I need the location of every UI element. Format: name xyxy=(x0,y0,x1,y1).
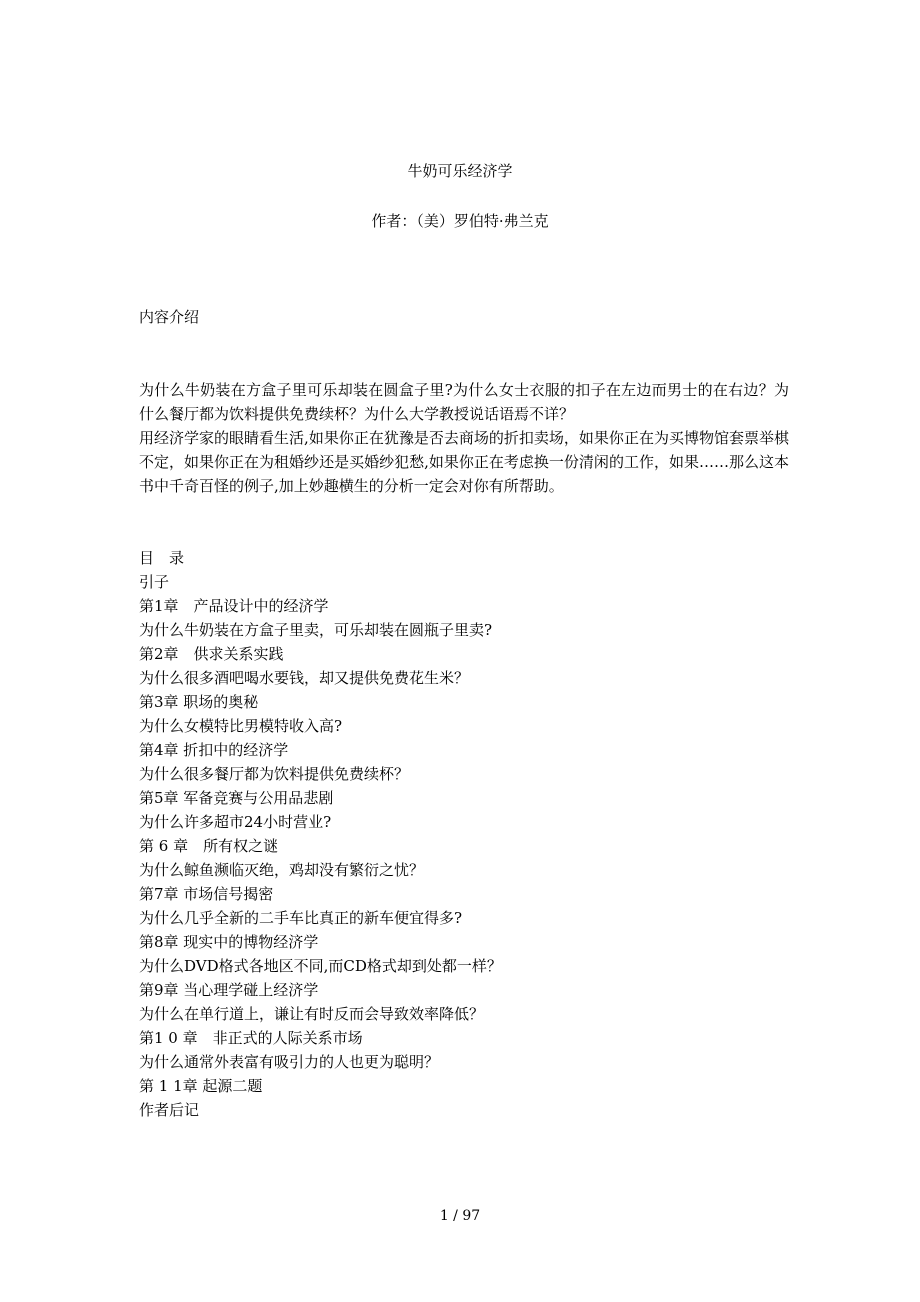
table-of-contents xyxy=(139,546,779,1122)
toc-item: 为什么通常外表富有吸引力的人也更为聪明？ xyxy=(139,1053,440,1071)
toc-item: 为什么女模特比男模特收入高? xyxy=(139,717,343,735)
toc-item: 引子 xyxy=(139,573,170,591)
toc-item: 第1章 产品设计中的经济学 xyxy=(139,597,329,615)
toc-item: 第 1 1章 起源二题 xyxy=(139,1077,263,1095)
toc-item: 为什么DVD格式各地区不同,而CD格式却到处都一样？ xyxy=(139,957,502,975)
author-line: 作者：（美）罗伯特·弗兰克 xyxy=(371,212,549,230)
toc-item: 为什么很多酒吧喝水要钱，却又提供免费花生米？ xyxy=(139,669,470,687)
toc-item: 第3章 职场的奥秘 xyxy=(139,693,259,711)
toc-item: 第2章 供求关系实践 xyxy=(139,645,284,663)
toc-item: 第 6 章 所有权之谜 xyxy=(139,837,279,855)
page-number: 1 / 97 xyxy=(439,1208,481,1224)
toc-item: 第5章 军备竞赛与公用品悲剧 xyxy=(139,789,334,807)
toc-item: 第7章 市场信号揭密 xyxy=(139,885,274,903)
toc-item: 第9章 当心理学碰上经济学 xyxy=(139,981,319,999)
toc-heading: 目 录 xyxy=(139,549,185,567)
toc-item: 为什么在单行道上，谦让有时反而会导致效率降低？ xyxy=(139,1005,485,1023)
toc-item: 第4章 折扣中的经济学 xyxy=(139,741,289,759)
intro-text xyxy=(139,378,789,498)
toc-item: 第1 0 章 非正式的人际关系市场 xyxy=(139,1029,363,1047)
toc-item: 作者后记 xyxy=(139,1101,200,1119)
book-title: 牛奶可乐经济学 xyxy=(407,162,513,180)
toc-item: 为什么许多超市24小时营业? xyxy=(139,813,332,831)
toc-item: 第8章 现实中的博物经济学 xyxy=(139,933,319,951)
intro-heading: 内容介绍 xyxy=(139,308,200,326)
toc-item: 为什么几乎全新的二手车比真正的新车便宜得多? xyxy=(139,909,463,927)
intro-paragraph: 为什么牛奶装在方盒子里可乐却装在圆盒子里?为什么女士衣服的扣子在左边而男士的在右边？为什么餐厅都为饮料提供免费续杯？为什么大学教授说话语焉不详？ xyxy=(139,381,789,423)
toc-item: 为什么很多餐厅都为饮料提供免费续杯？ xyxy=(139,765,410,783)
intro-paragraph: 用经济学家的眼睛看生活,如果你正在犹豫是否去商场的折扣卖场，如果你正在为买博物馆套票举棋不定，如果你正在为租婚纱还是买婚纱犯愁,如果你正在考虑换一份清闲的工作，如果……那么这本书中千奇百怪的例子,加上妙趣横生的分析一定会对你有所帮助。 xyxy=(139,429,789,495)
toc-item: 为什么鲸鱼濒临灭绝，鸡却没有繁衍之忧？ xyxy=(139,861,425,879)
toc-item: 为什么牛奶装在方盒子里卖，可乐却装在圆瓶子里卖? xyxy=(139,621,493,639)
